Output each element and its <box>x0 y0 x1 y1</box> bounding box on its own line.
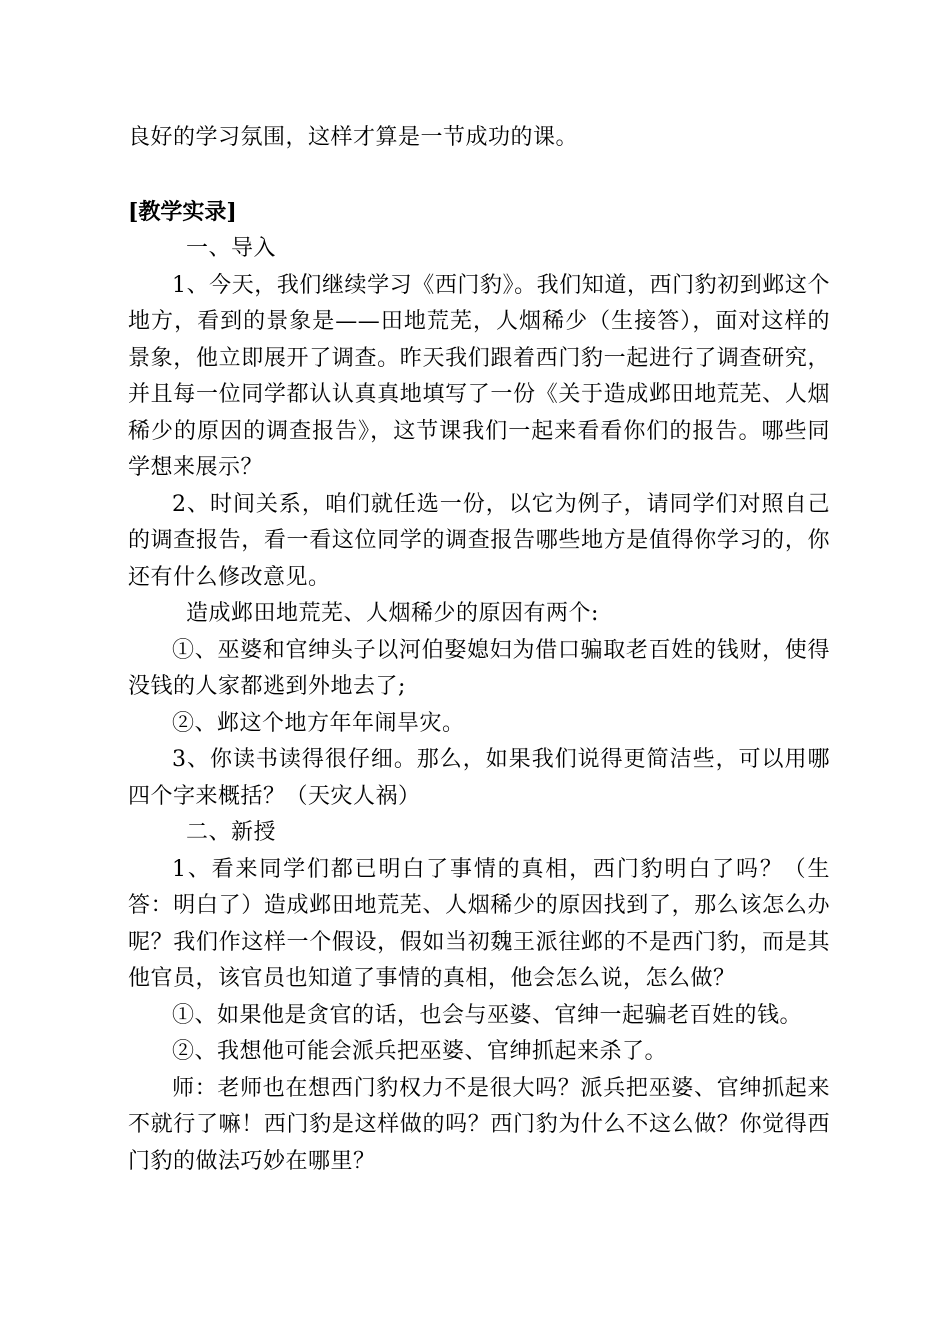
paragraph-9: ②、我想他可能会派兵把巫婆、官绅抓起来杀了。 <box>172 1039 668 1064</box>
paragraph-10: 师：老师也在想西门豹权力不是很大吗？派兵把巫婆、官绅抓起来不就行了嘛！西门豹是这样做的吗？西门豹为什么不这么做？你觉得西门豹的做法巧妙在哪里？ <box>128 1075 830 1174</box>
paragraph-5: ②、邺这个地方年年闹旱灾。 <box>172 710 465 736</box>
section-title: [教学实录] <box>128 199 237 225</box>
paragraph-7: 1、看来同学们都已明白了事情的真相，西门豹明白了吗？（生答：明白了）造成邺田地荒芜、人烟稀少的原因找到了，那么该怎么办呢？我们作这样一个假设，假如当初魏王派往邺的不是西门豹，而是其他官员，该官员也知道了事情的真相，他会怎么说，怎么做？ <box>128 856 830 991</box>
lesson-body <box>128 231 830 1180</box>
heading-introduction: 一、导入 <box>186 236 277 261</box>
paragraph-8: ①、如果他是贪官的话，也会与巫婆、官绅一起骗老百姓的钱。 <box>172 1002 803 1028</box>
paragraph-4: ①、巫婆和官绅头子以河伯娶媳妇为借口骗取老百姓的钱财，使得没钱的人家都逃到外地去了; <box>128 637 830 699</box>
paragraph-1: 1、今天，我们继续学习《西门豹》。我们知道，西门豹初到邺这个地方，看到的景象是——田地荒芜，人烟稀少（生接答），面对这样的景象，他立即展开了调查。昨天我们跟着西门豹一起进行了调查研究，并且每一位同学都认认真真地填写了一份《关于造成邺田地荒芜、人烟稀少的原因的调查报告》，这节课我们一起来看看你们的报告。哪些同学想来展示？ <box>128 272 830 480</box>
paragraph-3: 造成邺田地荒芜、人烟稀少的原因有两个: <box>186 601 599 626</box>
heading-new-lesson: 二、新授 <box>186 820 277 845</box>
paragraph-6: 3、你读书读得很仔细。那么，如果我们说得更简洁些，可以用哪四个字来概括？（天灾人祸） <box>128 747 830 809</box>
preceding-text-line: 良好的学习氛围，这样才算是一节成功的课。 <box>128 125 579 150</box>
paragraph-2: 2、时间关系，咱们就任选一份，以它为例子，请同学们对照自己的调查报告，看一看这位同学的调查报告哪些地方是值得你学习的，你还有什么修改意见。 <box>128 491 830 590</box>
